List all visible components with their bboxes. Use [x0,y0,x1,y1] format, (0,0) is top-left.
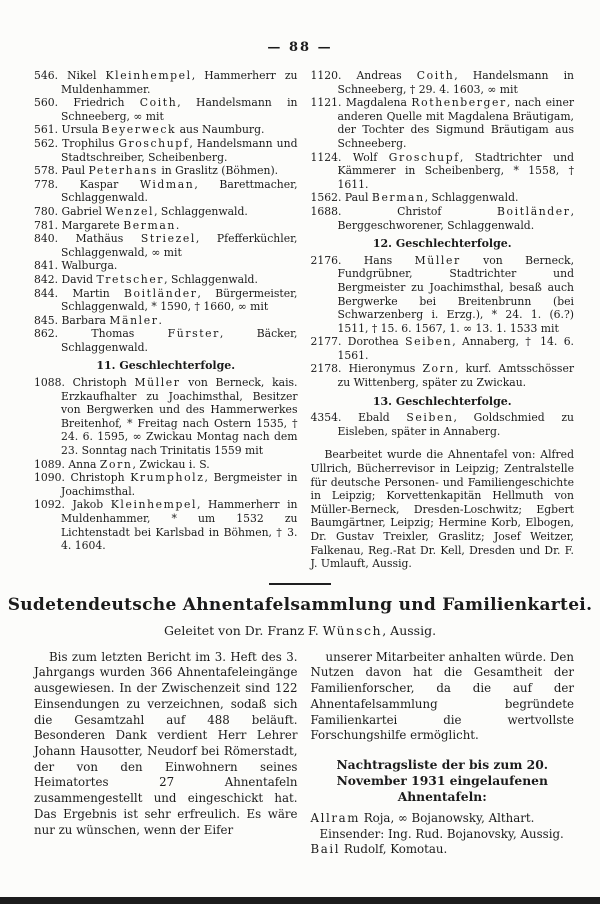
entry-text-pre: Paul [61,164,89,178]
register-entry [34,69,298,96]
entry-text-post: , Schlaggenwald. [154,204,248,218]
register-section [0,55,600,571]
person-name: Krumpholz [130,471,205,485]
entry-text-post: , Schlaggenwald. [424,191,519,205]
sender-line: Einsender: Ing. Rud. Bojanovsky, Aussig. [319,826,564,841]
article-body [0,638,600,858]
nachtrag-list [311,811,575,858]
register-entry [34,458,298,472]
entry-text-pre: David [61,272,97,286]
generation-heading: 12. Geschlechterfolge. [372,237,512,251]
entry-text-pre: Barbara [61,313,110,327]
register-left-column [34,69,298,571]
register-entry [311,254,575,336]
entry-text-post: , Bergmeister in Joachimsthal. [61,471,298,498]
entry-text-post: , Annaberg, † 14. 6. 1561. [337,335,574,362]
entry-number: 1088. [34,376,73,390]
entry-number: 844. [34,286,73,300]
register-entry [34,219,298,233]
person-name: Mänler [109,313,159,327]
entry-text-post: von Berneck, kais. Erzkaufhalter zu Joachimsthal, Besitzer von Bergwerken und des Hammerwerkes Breitenhof, * Freitag nach Ostern 1535, † 24. 6. 1595, ∞ Zwickau Montag nach dem 23. Sonntag nach Trinitatis 1559 mit [61,376,298,458]
entry-number: 2176. [310,253,364,267]
article-right-paragraph: unserer Mitarbeiter anhalten würde. Den Nutzen davon hat die Gesamtheit der Familienforscher, da die auf der Ahnentafelsammlung begründete Familienkartei die wertvollste Forschungshilfe ermöglicht. [310,649,574,743]
entry-text-pre: Thomas [91,327,168,341]
entry-text-post: , kurf. Amtsschösser zu Wittenberg, später zu Zwickau. [337,362,575,390]
entry-text-pre: Dorothea [347,335,406,349]
person-name: Widman [139,177,195,191]
entry-number: 841. [34,259,62,273]
person-name: Beyerweck [101,123,177,137]
register-entry [34,471,298,498]
byline-editor-name: Wünsch [322,622,383,638]
entry-number: 4354. [310,411,359,425]
entry-text-pre: Martin [72,286,124,300]
entry-text-pre: Walburga. [61,259,118,273]
entry-text-post: von Berneck, Fundgrübner, Stadtrichter und Bergmeister zu Joachimsthal, besaß auch Bergwerke bei Breitenbrunn (bei Schwarzenberg i. Erzg.), * 24. 1. (6.?) 1511, † 15. 6. 1567, 1. ∞ 13. 1. 1533 mit [337,253,575,335]
entry-text-post: , Hammerherr zu Muldenhammer. [61,69,298,96]
entry-number: 781. [34,218,62,232]
entry-text-post: , Handelsmann in Schneeberg, ∞ mit [61,96,298,123]
entry-text-pre: Andreas [356,69,417,82]
entry-text-post: , Pfefferküchler, Schlaggenwald, ∞ mit [61,232,298,259]
person-name: Seiben [405,335,453,349]
entry-number: 840. [34,232,76,246]
entry-text-pre: Anna [68,457,100,471]
entry-number: 1092. [34,498,73,512]
person-name: Müller [414,253,461,267]
register-entry [311,151,575,192]
register-entry [34,327,298,354]
entry-text-post: , Bürgermeister, Schlaggenwald, * 1590, † 1660, ∞ mit [61,286,298,314]
entry-number: 862. [34,327,92,341]
entry-number: 1120. [310,69,357,82]
entry-text-post: , Berggeschworener, Schlaggenwald. [337,204,574,232]
byline-post: , Aussig. [382,622,437,638]
entry-text-pre: Wolf [352,150,389,164]
register-entry [311,411,575,438]
entry-number: 842. [34,272,62,286]
register-entry [34,273,298,287]
entry-text-post: , Handelsmann in Schneeberg, † 29. 4. 1603, ∞ mit [337,69,574,96]
entry-text-post: Roja, ∞ Bojanowsky, Althart. [360,811,535,825]
register-entry [34,376,298,458]
register-entry [34,314,298,328]
entry-text-post: , Zwickau i. S. [132,457,210,471]
article-right-column [311,650,575,858]
person-name: Boitländer [123,286,198,300]
entry-text-post: , Stadtrichter und Kämmerer in Scheibenberg, * 1558, † 1611. [337,150,575,191]
article-left-column [34,650,298,858]
person-name: Striezel [140,232,196,246]
entry-number: 562. [34,136,63,150]
register-entry [34,287,298,314]
register-entry [311,842,575,858]
person-name: Coith [139,96,178,110]
person-name: Tretscher [96,272,165,286]
register-entry [34,164,298,178]
person-name: Berman [371,191,425,205]
entry-text-post: . [175,218,180,232]
entry-text-post: Rudolf, Komotau. [340,842,448,857]
register-entry [34,137,298,164]
byline-pre: Geleitet von Dr. Franz F. [163,622,323,638]
register-entry [311,69,575,96]
entry-text-post: , Handelsmann und Stadtschreiber, Scheibenberg. [61,136,298,164]
entry-text-pre: Friedrich [73,96,140,110]
entry-text-pre: Mathäus [75,232,141,246]
entry-text-pre: Nikel [67,69,106,82]
scan-edge-bar [0,897,600,904]
entry-number: 1688. [310,204,398,218]
entry-text-pre: Christoph [70,471,131,485]
entry-text-post: , Hammerherr in Muldenhammer, * um 1532 zu Lichtenstadt bei Karlsbad in Böhmen, † 3. 4. 1604. [61,498,298,553]
entry-number: 1562. [310,191,345,205]
entry-text-pre: Ebald [358,411,407,425]
entry-number: 780. [34,204,62,218]
entry-text-pre: Ursula [61,123,102,137]
entry-text-pre: Christoph [72,376,135,390]
register-entry [34,178,298,205]
nachtrag-heading: Nachtragsliste der bis zum 20. November 1931 eingelaufenen Ahnentafeln: [336,757,549,804]
entry-text-pre: Paul [344,191,372,205]
person-name: Bail [310,842,341,857]
entry-text-pre: Gabriel [61,204,106,218]
person-name: Groschupf [118,136,190,150]
register-entry [34,123,298,137]
person-name: Seiben [406,411,454,425]
generation-heading: 11. Geschlechterfolge. [96,359,236,373]
entry-number: 1121. [310,96,346,110]
entry-number: 560. [34,96,74,110]
person-name: Allram [310,811,361,825]
entry-text-pre: Magdalena [345,96,412,110]
entry-number: 561. [34,123,62,137]
person-name: Müller [134,376,181,390]
register-entry [34,259,298,273]
entry-text-post: , nach einer anderen Quelle mit Magdalena Bräutigam, der Tochter des Sigmund Bräutigam aus Schneeberg. [337,96,574,150]
entry-number: 1124. [310,150,353,164]
entry-text-post: aus Naumburg. [176,123,265,137]
entry-number: 1090. [34,471,71,485]
person-name: Groschupf [388,150,460,164]
person-name: Zorn [99,457,133,471]
person-name: Zorn [422,362,455,376]
article-byline [0,623,600,638]
credits-paragraph: Bearbeitet wurde die Ahnentafel von: Alfred Ullrich, Bücherrevisor in Leipzig; Zentralstelle für deutsche Personen- und Familiengeschichte in Leipzig; Korvettenkapitän Hellmuth von Müller-Berneck, Dresden-Loschwitz; Egbert Baumgärtner, Leipzig; Hermine Korb, Elbogen, Dr. Gustav Treixler, Graslitz; Josef Weitzer, Falkenau, Reg.-Rat Dr. Kell, Dresden und Dr. F. J. Umlauft, Aussig. [310,448,574,571]
person-name: Kleinhempel [105,69,192,82]
entry-number: 1089. [34,457,69,471]
entry-number: 778. [34,177,80,191]
generation-heading: 13. Geschlechterfolge. [372,394,512,408]
register-entry [311,811,575,827]
article-left-paragraph: Bis zum letzten Bericht im 3. Heft des 3. Jahrgangs wurden 366 Ahnentafeleingänge ausgewiesen. In der Zwischenzeit sind 122 Einsendungen zu verzeichnen, sodaß sich die Gesamtzahl auf 488 beläuft. Besonderen Dank verdient Herr Lehrer Johann Hausotter, Neudorf bei Römerstadt, der von den Einwohnern seines Heimatortes 27 Ahnentafeln zusammengestellt und eingeschickt hat. Das Ergebnis ist sehr erfreulich. Es wäre nur zu wünschen, wenn der Eifer [34,649,298,837]
article-title: Sudetendeutsche Ahnentafelsammlung und Familienkartei. [7,594,593,615]
register-right-entries [311,69,575,438]
person-name: Wenzel [105,204,155,218]
entry-text-post: . [158,313,162,327]
entry-text-post: , Barettmacher, Schlaggenwald. [61,177,298,205]
person-name: Fürster [167,327,220,341]
register-entry [311,205,575,232]
entry-text-pre: Margarete [61,218,124,232]
entry-number: 2177. [310,335,348,349]
entry-number: 578. [34,164,62,178]
register-right-column [311,69,575,571]
entry-text-pre: Christof [397,204,498,218]
entry-text-pre: Trophilus [62,136,119,150]
register-entry [34,205,298,219]
entry-text-pre: Kaspar [79,177,140,191]
entry-text-pre: Jakob [72,498,111,512]
register-entry [311,362,575,389]
section-divider-rule [269,583,331,585]
entry-text-post: in Graslitz (Böhmen). [157,164,279,178]
register-entry [34,232,298,259]
person-name: Berman [123,218,176,232]
entry-number: 546. [34,69,68,82]
register-entry [311,335,575,362]
person-name: Peterhans [88,164,158,178]
register-entry [34,498,298,552]
person-name: Rothenberger [411,96,507,110]
register-entry [311,96,575,150]
register-entry [34,96,298,123]
register-entry [311,191,575,205]
person-name: Coith [416,69,455,82]
person-name: Boitländer [497,204,571,218]
person-name: Kleinhempel [110,498,198,512]
entry-text-post: , Schlaggenwald. [164,272,258,286]
entry-text-pre: Hans [363,253,415,267]
entry-number: 2178. [310,362,349,376]
entry-number: 845. [34,313,62,327]
entry-text-post: , Bäcker, Schlaggenwald. [61,327,298,354]
entry-text-pre: Hieronymus [348,362,423,376]
page-number: — 88 — [267,40,333,55]
entry-text-post: , Goldschmied zu Eisleben, später in Annaberg. [337,411,575,438]
